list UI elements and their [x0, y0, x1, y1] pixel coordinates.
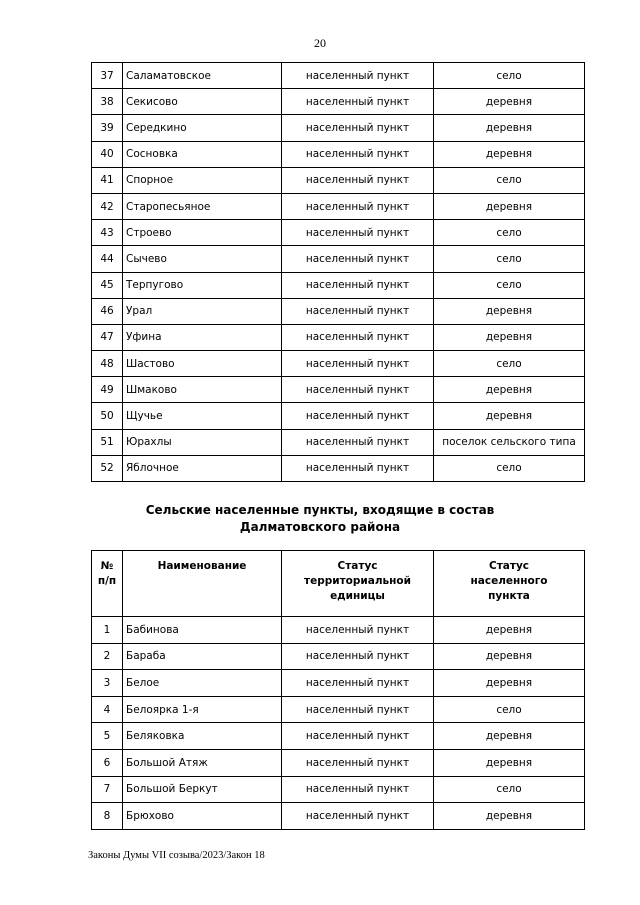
row-number: 8 [92, 803, 123, 830]
settlement-name: Урал [123, 298, 282, 324]
settlement-name: Бабинова [123, 617, 282, 644]
settlement-status: деревня [434, 803, 585, 830]
table-row [92, 89, 585, 115]
settlement-name: Сычево [123, 246, 282, 272]
row-number: 52 [92, 455, 123, 481]
territorial-unit-status: населенный пункт [282, 696, 434, 723]
table-row [92, 115, 585, 141]
territorial-unit-status: населенный пункт [282, 246, 434, 272]
row-number: 46 [92, 298, 123, 324]
section-title-line-1: Сельские населенные пункты, входящие в состав [145, 503, 495, 517]
table-row [92, 351, 585, 377]
header-settlement-status-line-3: пункта [488, 590, 530, 602]
settlement-status: деревня [434, 617, 585, 644]
row-number: 4 [92, 696, 123, 723]
row-number: 3 [92, 670, 123, 697]
settlement-name: Шмаково [123, 377, 282, 403]
row-number: 6 [92, 749, 123, 776]
settlement-status: деревня [434, 115, 585, 141]
footer-law-reference: Законы Думы VII созыва/2023/Закон 18 [88, 850, 265, 861]
settlement-name: Саламатовское [123, 63, 282, 89]
territorial-unit-status: населенный пункт [282, 220, 434, 246]
settlement-status: село [434, 167, 585, 193]
table-row [92, 246, 585, 272]
table-row [92, 324, 585, 350]
territorial-unit-status: населенный пункт [282, 377, 434, 403]
row-number: 44 [92, 246, 123, 272]
territorial-unit-status: населенный пункт [282, 776, 434, 803]
settlement-name: Шастово [123, 351, 282, 377]
table-row [92, 193, 585, 219]
territorial-unit-status: населенный пункт [282, 803, 434, 830]
header-territorial-status-line-1: Статус [337, 560, 378, 572]
territorial-unit-status: населенный пункт [282, 115, 434, 141]
territorial-unit-status: населенный пункт [282, 141, 434, 167]
settlement-name: Сосновка [123, 141, 282, 167]
settlement-status: деревня [434, 723, 585, 750]
settlement-status: деревня [434, 749, 585, 776]
table-row [92, 803, 585, 830]
row-number: 37 [92, 63, 123, 89]
settlement-name: Уфина [123, 324, 282, 350]
territorial-unit-status: населенный пункт [282, 403, 434, 429]
territorial-unit-status: населенный пункт [282, 63, 434, 89]
territorial-unit-status: населенный пункт [282, 429, 434, 455]
row-number: 5 [92, 723, 123, 750]
settlement-status: деревня [434, 89, 585, 115]
row-number: 42 [92, 193, 123, 219]
table-row [92, 696, 585, 723]
settlement-status: село [434, 220, 585, 246]
header-settlement-status [434, 551, 585, 617]
row-number: 2 [92, 643, 123, 670]
table-row [92, 167, 585, 193]
settlement-name: Беляковка [123, 723, 282, 750]
table-row [92, 63, 585, 89]
row-number: 50 [92, 403, 123, 429]
settlement-name: Большой Беркут [123, 776, 282, 803]
settlements-table-continued [91, 62, 585, 482]
settlement-name: Спорное [123, 167, 282, 193]
table-row [92, 141, 585, 167]
section-title [0, 502, 640, 536]
row-number: 48 [92, 351, 123, 377]
row-number: 39 [92, 115, 123, 141]
settlement-name: Старопесьяное [123, 193, 282, 219]
header-number-line-1: № [100, 560, 114, 572]
table-row [92, 429, 585, 455]
settlement-name: Середкино [123, 115, 282, 141]
settlement-status: деревня [434, 298, 585, 324]
table-row [92, 749, 585, 776]
settlement-status: деревня [434, 643, 585, 670]
settlement-status: деревня [434, 403, 585, 429]
row-number: 45 [92, 272, 123, 298]
table-row [92, 455, 585, 481]
row-number: 40 [92, 141, 123, 167]
settlement-name: Белое [123, 670, 282, 697]
settlement-name: Щучье [123, 403, 282, 429]
header-settlement-status-line-1: Статус [488, 560, 530, 572]
settlement-status: деревня [434, 193, 585, 219]
territorial-unit-status: населенный пункт [282, 167, 434, 193]
table-row [92, 298, 585, 324]
territorial-unit-status: населенный пункт [282, 749, 434, 776]
settlement-status: деревня [434, 324, 585, 350]
settlement-status: село [434, 776, 585, 803]
table-row [92, 670, 585, 697]
table-row [92, 403, 585, 429]
table-row [92, 643, 585, 670]
territorial-unit-status: населенный пункт [282, 351, 434, 377]
territorial-unit-status: населенный пункт [282, 193, 434, 219]
table-row [92, 617, 585, 644]
table-row [92, 377, 585, 403]
settlement-status: деревня [434, 670, 585, 697]
settlement-name: Бараба [123, 643, 282, 670]
territorial-unit-status: населенный пункт [282, 89, 434, 115]
row-number: 43 [92, 220, 123, 246]
header-settlement-status-line-2: населенного [470, 575, 548, 587]
territorial-unit-status: населенный пункт [282, 643, 434, 670]
table-row [92, 776, 585, 803]
settlement-name: Строево [123, 220, 282, 246]
row-number: 49 [92, 377, 123, 403]
header-territorial-status-line-3: единицы [330, 590, 385, 602]
section-title-line-2: Далматовского района [239, 520, 401, 534]
territorial-unit-status: населенный пункт [282, 723, 434, 750]
settlement-name: Белоярка 1-я [123, 696, 282, 723]
territorial-unit-status: населенный пункт [282, 455, 434, 481]
settlement-status: поселок сельского типа [434, 429, 585, 455]
row-number: 7 [92, 776, 123, 803]
settlement-name: Яблочное [123, 455, 282, 481]
settlement-status: село [434, 696, 585, 723]
header-number [92, 551, 123, 617]
table-row [92, 220, 585, 246]
settlement-name: Юрахлы [123, 429, 282, 455]
settlement-name: Брюхово [123, 803, 282, 830]
settlement-status: село [434, 272, 585, 298]
header-name-text: Наименование [157, 560, 247, 572]
row-number: 47 [92, 324, 123, 350]
territorial-unit-status: населенный пункт [282, 617, 434, 644]
territorial-unit-status: населенный пункт [282, 298, 434, 324]
row-number: 38 [92, 89, 123, 115]
territorial-unit-status: населенный пункт [282, 272, 434, 298]
header-number-line-2: п/п [97, 575, 117, 587]
settlement-status: село [434, 246, 585, 272]
row-number: 1 [92, 617, 123, 644]
table-row [92, 723, 585, 750]
settlement-name: Большой Атяж [123, 749, 282, 776]
territorial-unit-status: населенный пункт [282, 670, 434, 697]
settlement-name: Терпугово [123, 272, 282, 298]
settlement-status: село [434, 455, 585, 481]
page-number: 20 [314, 36, 326, 50]
settlement-status: деревня [434, 377, 585, 403]
header-territorial-status-line-2: территориальной [303, 575, 411, 587]
header-name [123, 551, 282, 617]
settlement-name: Секисово [123, 89, 282, 115]
settlement-status: село [434, 351, 585, 377]
table-header-row [92, 551, 585, 617]
table-row [92, 272, 585, 298]
territorial-unit-status: населенный пункт [282, 324, 434, 350]
row-number: 41 [92, 167, 123, 193]
row-number: 51 [92, 429, 123, 455]
dalmatovsky-settlements-table [91, 550, 585, 830]
settlement-status: село [434, 63, 585, 89]
settlement-status: деревня [434, 141, 585, 167]
header-territorial-status [282, 551, 434, 617]
